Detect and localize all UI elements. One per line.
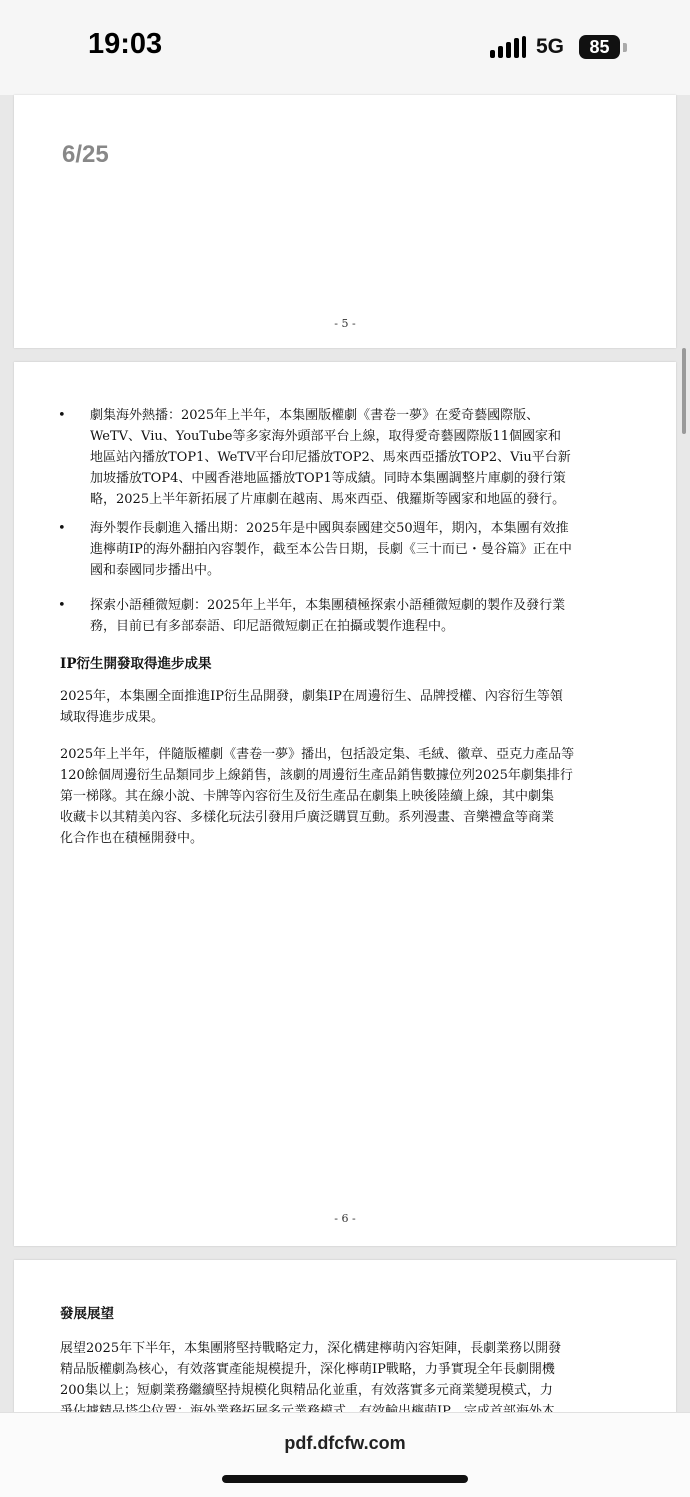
- battery-tip: [623, 43, 627, 52]
- scrollbar[interactable]: [682, 348, 686, 434]
- home-indicator[interactable]: [222, 1475, 468, 1483]
- browser-bottom-bar: [0, 1412, 690, 1497]
- page-counter: 6/25: [62, 141, 109, 168]
- paragraph: 2025年，本集團全面推進IP衍生品開發，劇集IP在周邊衍生、品牌授權、內容衍生等領 域取得進步成果。: [60, 689, 563, 725]
- bullet-item: • 海外製作長劇進入播出期：2025年是中國與泰國建交50週年，期內，本集團有效推 進檸萌IP的海外翻拍內容製作，截至本公告日期，長劇《三十而已・曼谷篇》正在中 國和泰國同步播出中。: [58, 521, 572, 578]
- page-footer-number: - 5 -: [334, 317, 356, 330]
- network-type: 5G: [536, 35, 565, 58]
- battery-icon: 85: [579, 35, 620, 59]
- status-time: 19:03: [88, 28, 163, 60]
- section-heading: IP衍生開發取得進步成果: [60, 656, 212, 672]
- bullet-item: • 探索小語種微短劇：2025年上半年，本集團積極探索小語種微短劇的製作及發行業 務，目前已有多部泰語、印尼語微短劇正在拍攝或製作進程中。: [58, 598, 566, 634]
- page-footer-number: - 6 -: [334, 1212, 356, 1225]
- pdf-page-5: [14, 95, 676, 348]
- section-heading: 發展展望: [60, 1306, 114, 1322]
- url-label[interactable]: pdf.dfcfw.com: [284, 1433, 406, 1453]
- paragraph: 2025年上半年，伴隨版權劇《書卷一夢》播出，包括設定集、毛絨、徽章、亞克力產品等 120餘個周邊衍生品類同步上線銷售，該劇的周邊衍生產品銷售數據位列2025年劇集排行 第一梯隊。其在線小說、卡牌等內容衍生及衍生產品在劇集上映後陸續上線，其中劇集 收藏卡以其精美內容、多樣化玩法引發用戶廣泛購買互動。系列漫畫、音樂禮盒等商業 化合作也在積極開發中。: [60, 747, 575, 846]
- cellular-signal-icon: [490, 36, 526, 58]
- pdf-page-7: [14, 1260, 676, 1420]
- bullet-item: • 劇集海外熱播：2025年上半年，本集團版權劇《書卷一夢》在愛奇藝國際版、 WeTV、Viu、YouTube等多家海外頭部平台上線，取得愛奇藝國際版11個國家和 地區站內播放TOP1、WeTV平台印尼播放TOP2、馬來西亞播放TOP2、Viu平台新 加坡播放TOP4、中國香港地區播放TOP1等成績。同時本集團調整片庫劇的發行策 略，2025上半年新拓展了片庫劇在越南、馬來西亞、俄羅斯等國家和地區的發行。: [58, 408, 571, 507]
- status-bar: [0, 0, 690, 95]
- pdf-page-6: [14, 362, 676, 1246]
- paragraph: 展望2025年下半年，本集團將堅持戰略定力，深化構建檸萌內容矩陣，長劇業務以開發 精品版權劇為核心，有效落實產能規模提升，深化檸萌IP戰略，力爭實現全年長劇開機 200集以上；短劇業務繼續堅持規模化與精品化並重，有效落實多元商業變現模式，力: [60, 1341, 562, 1398]
